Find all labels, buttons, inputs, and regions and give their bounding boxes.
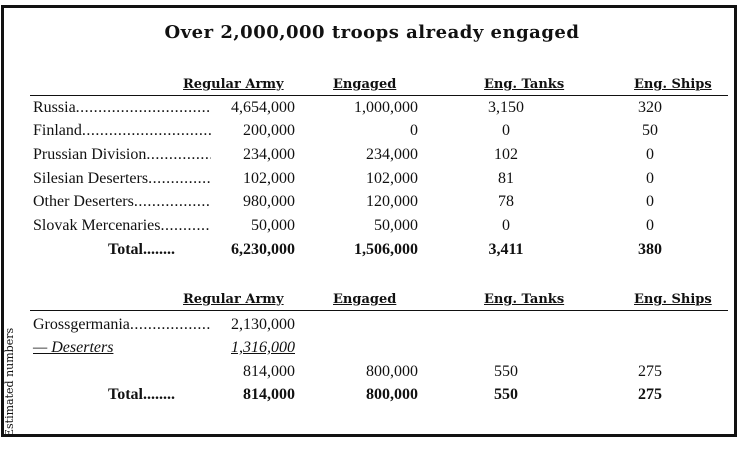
regular-cell: 200,000	[243, 122, 295, 139]
regular-cell: 2,130,000	[231, 316, 295, 333]
header-rule	[30, 310, 728, 311]
tanks-cell: 3,150	[488, 99, 524, 116]
regular-cell: 4,654,000	[231, 99, 295, 116]
total-ships: 380	[638, 241, 662, 258]
ships-cell: 0	[646, 146, 654, 163]
tanks-cell: 0	[502, 122, 510, 139]
ships-cell: 275	[638, 363, 662, 380]
row-label: Other Deserters .....	[33, 192, 211, 212]
header-eng-ships: Eng. Ships	[634, 77, 712, 92]
side-note: Estimated numbers	[3, 327, 16, 437]
engaged-cell: 234,000	[366, 146, 418, 163]
header-eng-tanks: Eng. Tanks	[484, 77, 565, 92]
row-label: Prussian Division .....	[33, 145, 211, 165]
regular-cell: 234,000	[243, 146, 295, 163]
row-label: Grossgermania .....	[33, 315, 211, 335]
tanks-cell: 0	[502, 217, 510, 234]
total-tanks: 3,411	[488, 241, 524, 258]
ships-cell: 320	[638, 99, 662, 116]
total-regular: 6,230,000	[231, 241, 295, 258]
tanks-cell: 78	[498, 193, 514, 210]
total-label: Total ........	[108, 240, 175, 260]
header-regular-army: Regular Army	[183, 77, 284, 92]
ships-cell: 0	[646, 170, 654, 187]
engaged-cell: 120,000	[366, 193, 418, 210]
header-eng-ships: Eng. Ships	[634, 292, 712, 307]
ships-cell: 50	[642, 122, 658, 139]
total-tanks: 550	[494, 386, 518, 403]
deserters-label: — Deserters	[33, 339, 114, 356]
row-label: Silesian Deserters .....	[33, 169, 211, 189]
total-label: Total ........	[108, 385, 175, 405]
total-engaged: 800,000	[366, 386, 418, 403]
engaged-cell: 102,000	[366, 170, 418, 187]
total-regular: 814,000	[243, 386, 295, 403]
tanks-cell: 550	[494, 363, 518, 380]
regular-cell: 102,000	[243, 170, 295, 187]
tanks-cell: 102	[494, 146, 518, 163]
row-label: Russia .....	[33, 98, 211, 118]
tanks-cell: 81	[498, 170, 514, 187]
header-engaged: Engaged	[333, 292, 397, 307]
header-rule	[30, 95, 728, 96]
engaged-cell: 800,000	[366, 363, 418, 380]
regular-cell: 980,000	[243, 193, 295, 210]
regular-cell: 814,000	[243, 363, 295, 380]
ships-cell: 0	[646, 217, 654, 234]
page-title: Over 2,000,000 troops already engaged	[164, 22, 580, 43]
engaged-cell: 0	[410, 122, 418, 139]
header-engaged: Engaged	[333, 77, 397, 92]
header-eng-tanks: Eng. Tanks	[484, 292, 565, 307]
row-label: Finland .....	[33, 121, 211, 141]
total-ships: 275	[638, 386, 662, 403]
regular-cell: 50,000	[251, 217, 295, 234]
ships-cell: 0	[646, 193, 654, 210]
engaged-cell: 50,000	[374, 217, 418, 234]
total-engaged: 1,506,000	[354, 241, 418, 258]
deserters-regular: 1,316,000	[231, 339, 295, 356]
row-label: Slovak Mercenaries .....	[33, 216, 211, 236]
header-regular-army: Regular Army	[183, 292, 284, 307]
engaged-cell: 1,000,000	[354, 99, 418, 116]
